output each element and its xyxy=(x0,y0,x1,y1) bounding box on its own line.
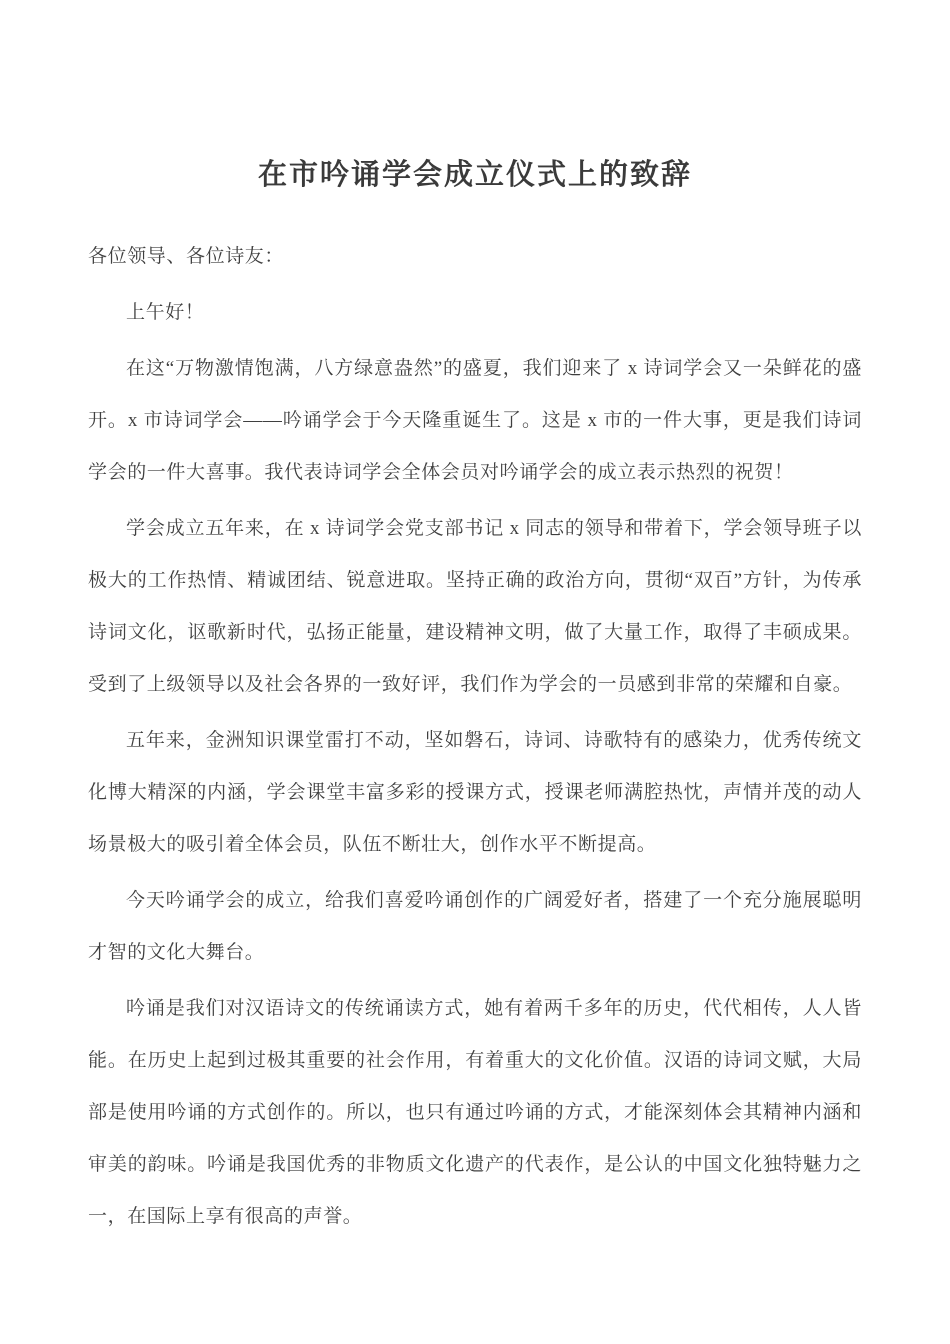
paragraph-classroom-five-years: 五年来，金洲知识课堂雷打不动，坚如磐石，诗词、诗歌特有的感染力，优秀传统文化博大精深的内涵，学会课堂丰富多彩的授课方式，授课老师满腔热忱，声情并茂的动人场景极大的吸引着全体会员，队伍不断壮大，创作水平不断提高。 xyxy=(88,730,862,855)
paragraph-opening-congratulations: 在这“万物激情饱满，八方绿意盎然”的盛夏，我们迎来了 x 诗词学会又一朵鲜花的盛开。x 市诗词学会——吟诵学会于今天隆重诞生了。这是 x 市的一件大事，更是我们诗词学会的一件大喜事。我代表诗词学会全体会员对吟诵学会的成立表示热烈的祝贺！ xyxy=(88,358,862,483)
paragraph-society-achievements: 学会成立五年来，在 x 诗词学会党支部书记 x 同志的领导和带着下，学会领导班子以极大的工作热情、精诚团结、锐意进取。坚持正确的政治方向，贯彻“双百”方针，为传承诗词文化，讴歌新时代，弘扬正能量，建设精神文明，做了大量工作，取得了丰硕成果。受到了上级领导以及社会各界的一致好评，我们作为学会的一员感到非常的荣耀和自豪。 xyxy=(88,518,862,695)
document-title: 在市吟诵学会成立仪式上的致辞 xyxy=(257,159,692,191)
paragraph-greeting: 上午好！ xyxy=(126,302,205,323)
paragraph-recitation-heritage: 吟诵是我们对汉语诗文的传统诵读方式，她有着两千多年的历史，代代相传，人人皆能。在历史上起到过极其重要的社会作用，有着重大的文化价值。汉语的诗词文赋，大局部是使用吟诵的方式创作的。所以，也只有通过吟诵的方式，才能深刻体会其精神内涵和审美的韵味。吟诵是我国优秀的非物质文化遗产的代表作，是公认的中国文化独特魅力之一，在国际上享有很高的声誉。 xyxy=(88,998,862,1227)
paragraph-cultural-platform: 今天吟诵学会的成立，给我们喜爱吟诵创作的广阔爱好者，搭建了一个充分施展聪明才智的文化大舞台。 xyxy=(88,890,862,963)
paragraph-salutation: 各位领导、各位诗友： xyxy=(88,246,285,267)
